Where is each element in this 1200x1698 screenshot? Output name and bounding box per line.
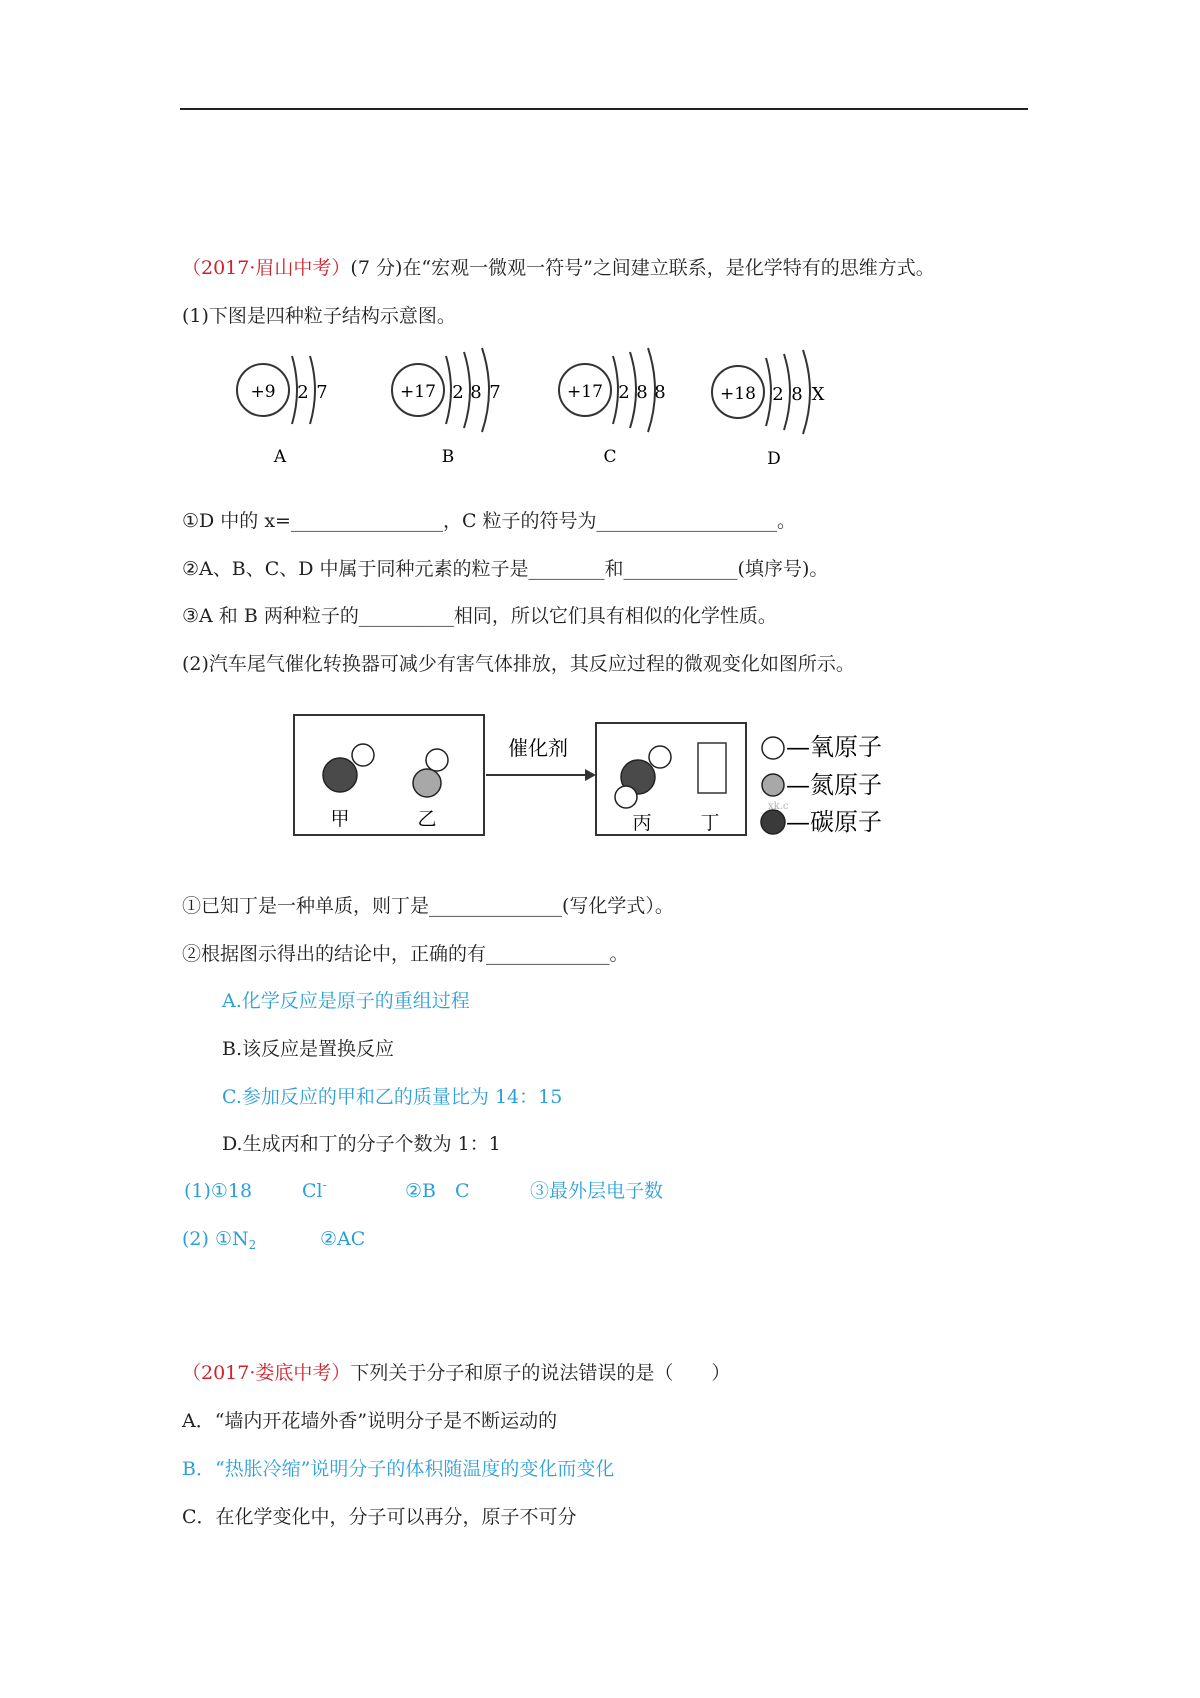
atom-B-nucleus: +17 — [400, 382, 436, 402]
q1-part2-title: (2)汽车尾气催化转换器可减少有害气体排放，其反应过程的微观变化如图所示。 — [182, 653, 855, 675]
atom-A-label: A — [273, 447, 287, 467]
answer2-part-a-sub: 2 — [248, 1238, 257, 1252]
q2-option-c: C．在化学变化中，分子可以再分，原子不可分 — [182, 1506, 577, 1528]
q1-intro: (7 分)在“宏观一微观一符号”之间建立联系，是化学特有的思维方式。 — [350, 257, 935, 279]
answer1-part-d: ③最外层电子数 — [530, 1180, 664, 1202]
molecule-jia — [323, 744, 374, 792]
catalyst-label: 催化剂 — [508, 736, 568, 760]
legend-nitrogen: —氮原子 — [786, 771, 882, 799]
legend-oxygen: —氧原子 — [786, 733, 882, 761]
q1-option-c: C.参加反应的甲和乙的质量比为 14：15 — [222, 1086, 563, 1108]
answer1-part-b: Cl — [302, 1180, 323, 1202]
atom-legend — [761, 733, 882, 836]
watermark-text: xk.c — [768, 801, 789, 812]
catalyst-arrow — [486, 736, 596, 781]
atom-C — [559, 348, 666, 467]
q2-stem — [182, 1360, 730, 1386]
q2-source: （2017·娄底中考） — [182, 1362, 351, 1384]
q1-option-a: A.化学反应是原子的重组过程 — [222, 990, 470, 1012]
q1-sub5: ②根据图示得出的结论中，正确的有_____________。 — [182, 943, 629, 965]
atom-D-shell-3: X — [811, 384, 825, 405]
answer2-part-a: (2) ①N — [182, 1228, 249, 1250]
label-yi: 乙 — [417, 808, 437, 830]
atom-structure-diagrams — [230, 340, 680, 470]
q1-sub2: ②A、B、C、D 中属于同种元素的粒子是________和____________(填序号)。 — [182, 558, 829, 580]
atom-D-shell-1: 2 — [772, 384, 784, 405]
atom-C-nucleus: +17 — [567, 382, 603, 402]
legend-nitrogen-marker — [762, 774, 784, 796]
atom-D — [712, 350, 825, 469]
q1-sub4: ①已知丁是一种单质，则丁是______________(写化学式）。 — [182, 895, 674, 917]
answer1-part-c: ②B C — [405, 1180, 470, 1202]
q1-source: （2017·眉山中考） — [182, 257, 351, 279]
q2-option-a: A．“墙内开花墙外香”说明分子是不断运动的 — [182, 1410, 558, 1432]
products-box — [596, 723, 746, 835]
answer1-part-a: (1)①18 — [184, 1180, 253, 1202]
q1-answer-line1 — [184, 1178, 663, 1204]
reactants-box — [294, 715, 484, 835]
answer2-part-a-wrap — [182, 1226, 320, 1252]
q1-sub1: ①D 中的 x=________________，C 粒子的符号为___________________。 — [182, 510, 797, 532]
legend-carbon: —碳原子 — [786, 808, 882, 836]
atom-C-shell-1: 2 — [618, 382, 630, 403]
q2-stem-text: 下列关于分子和原子的说法错误的是（ ） — [350, 1362, 731, 1384]
atom-C-shell-2: 8 — [636, 382, 648, 403]
reaction-diagram — [290, 705, 970, 845]
molecule-bing — [615, 746, 671, 808]
atom-D-nucleus: +18 — [720, 384, 756, 404]
molecule-yi — [413, 749, 448, 797]
q1-stem — [182, 255, 935, 281]
q1-sub3: ③A 和 B 两种粒子的__________相同，所以它们具有相似的化学性质。 — [182, 605, 777, 627]
answer1-part-b-wrap — [302, 1178, 405, 1204]
label-bing: 丙 — [632, 812, 652, 834]
atom-B-shell-3: 7 — [489, 382, 501, 403]
label-ding: 丁 — [700, 812, 720, 834]
q2-option-b: B．“热胀冷缩”说明分子的体积随温度的变化而变化 — [182, 1458, 615, 1480]
atom-A-shell-2: 7 — [316, 382, 328, 403]
answer2-part-b: ②AC — [320, 1228, 366, 1250]
atom-A — [237, 356, 328, 467]
atom-A-nucleus: +9 — [250, 382, 276, 402]
atom-D-diagram — [700, 340, 860, 470]
q1-answer-line2 — [182, 1226, 365, 1252]
header-rule — [180, 108, 1028, 110]
atom-B-label: B — [441, 447, 455, 467]
legend-oxygen-marker — [762, 737, 784, 759]
ding-placeholder-box — [698, 743, 726, 793]
atom-B-shell-1: 2 — [452, 382, 464, 403]
atom-D-label: D — [767, 449, 781, 469]
atom-A-shell-1: 2 — [297, 382, 309, 403]
legend-carbon-marker — [761, 810, 785, 834]
atom-B — [392, 348, 501, 467]
label-jia: 甲 — [330, 808, 350, 830]
atom-C-shell-3: 8 — [654, 382, 666, 403]
atom-D-shell-2: 8 — [791, 384, 803, 405]
q1-part1-title: (1)下图是四种粒子结构示意图。 — [182, 305, 456, 327]
atom-B-shell-2: 8 — [470, 382, 482, 403]
answer1-part-b-sup: - — [322, 1178, 327, 1192]
q1-option-d: D.生成丙和丁的分子个数为 1：1 — [222, 1133, 501, 1155]
q1-option-b: B.该反应是置换反应 — [222, 1038, 395, 1060]
atom-C-label: C — [603, 447, 617, 467]
